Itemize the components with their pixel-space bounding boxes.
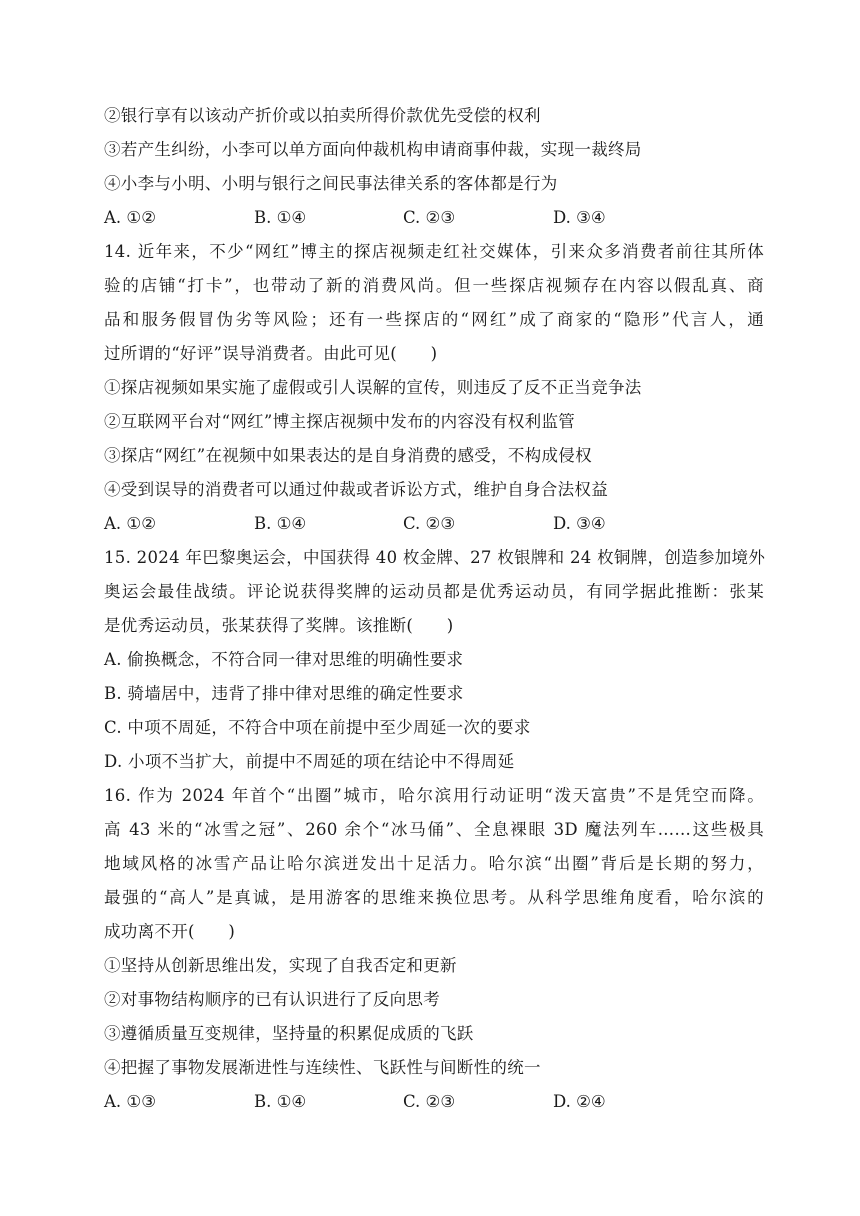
q15-option-c: C. 中项不周延，不符合中项在前提中至少周延一次的要求: [104, 718, 531, 737]
q16-option-a: A. ①③: [104, 1092, 156, 1111]
q14-statement-4: ④受到误导的消费者可以通过仲裁或者诉讼方式，维护自身合法权益: [104, 480, 608, 499]
q16-stem-line-3: 地域风格的冰雪产品让哈尔滨迸发出十足活力。哈尔滨“出圈”背后是长期的努力，: [104, 854, 764, 873]
q14-stem-line-2: 验的店铺“打卡”，也带动了新的消费风尚。但一些探店视频存在内容以假乱真、商: [104, 276, 764, 295]
q16-option-b: B. ①④: [254, 1092, 307, 1111]
q14-stem-line-1: 14. 近年来，不少“网红”博主的探店视频走红社交媒体，引来众多消费者前往其所体: [104, 242, 764, 261]
q15-option-a: A. 偷换概念，不符合同一律对思维的明确性要求: [104, 650, 464, 669]
q15-stem-line-2: 奥运会最佳战绩。评论说获得奖牌的运动员都是优秀运动员，有同学据此推断：张某: [104, 582, 764, 601]
q16-stem-line-2: 高 43 米的“冰雪之冠”、260 余个“冰马俑”、全息裸眼 3D 魔法列车……这些极具: [104, 820, 764, 839]
q14-statement-3: ③探店“网红”在视频中如果表达的是自身消费的感受，不构成侵权: [104, 446, 592, 465]
q13-option-b: B. ①④: [254, 208, 307, 227]
q13-option-a: A. ①②: [104, 208, 156, 227]
q16-stem-line-5: 成功离不开( ): [104, 922, 236, 941]
q16-option-c: C. ②③: [403, 1092, 456, 1111]
q14-options: [104, 513, 764, 535]
q14-option-a: A. ①②: [104, 514, 156, 533]
q16-statement-1: ①坚持从创新思维出发，实现了自我否定和更新: [104, 956, 457, 975]
q14-stem-line-3: 品和服务假冒伪劣等风险；还有一些探店的“网红”成了商家的“隐形”代言人，通: [104, 310, 764, 329]
q14-stem-line-4: 过所谓的“好评”误导消费者。由此可见( ): [104, 344, 438, 363]
q16-statement-4: ④把握了事物发展渐进性与连续性、飞跃性与间断性的统一: [104, 1058, 541, 1077]
q16-statement-3: ③遵循质量互变规律，坚持量的积累促成质的飞跃: [104, 1024, 474, 1043]
q15-option-d: D. 小项不当扩大，前提中不周延的项在结论中不得周延: [104, 752, 515, 771]
q14-option-c: C. ②③: [403, 514, 456, 533]
q15-stem-line-1: 15. 2024 年巴黎奥运会，中国获得 40 枚金牌、27 枚银牌和 24 枚铜牌，创造参加境外: [104, 548, 766, 567]
q14-statement-1: ①探店视频如果实施了虚假或引人误解的宣传，则违反了反不正当竞争法: [104, 378, 642, 397]
q13-option-c: C. ②③: [403, 208, 456, 227]
q14-option-b: B. ①④: [254, 514, 307, 533]
q16-option-d: D. ②④: [553, 1092, 606, 1111]
q13-statement-2: ②银行享有以该动产折价或以拍卖所得价款优先受偿的权利: [104, 106, 541, 125]
q13-statement-3: ③若产生纠纷，小李可以单方面向仲裁机构申请商事仲裁，实现一裁终局: [104, 140, 642, 159]
q16-statement-2: ②对事物结构顺序的已有认识进行了反向思考: [104, 990, 440, 1009]
q14-statement-2: ②互联网平台对“网红”博主探店视频中发布的内容没有权利监管: [104, 412, 576, 431]
q14-option-d: D. ③④: [553, 514, 606, 533]
q15-stem-line-3: 是优秀运动员，张某获得了奖牌。该推断( ): [104, 616, 454, 635]
q13-options: [104, 207, 764, 229]
q16-options: [104, 1091, 764, 1113]
q13-option-d: D. ③④: [553, 208, 606, 227]
q16-stem-line-4: 最强的“高人”是真诚，是用游客的思维来换位思考。从科学思维角度看，哈尔滨的: [104, 888, 764, 907]
q15-option-b: B. 骑墙居中，违背了排中律对思维的确定性要求: [104, 684, 464, 703]
q13-statement-4: ④小李与小明、小明与银行之间民事法律关系的客体都是行为: [104, 174, 558, 193]
q16-stem-line-1: 16. 作为 2024 年首个“出圈”城市，哈尔滨用行动证明“泼天富贵”不是凭空而降。: [104, 786, 764, 805]
